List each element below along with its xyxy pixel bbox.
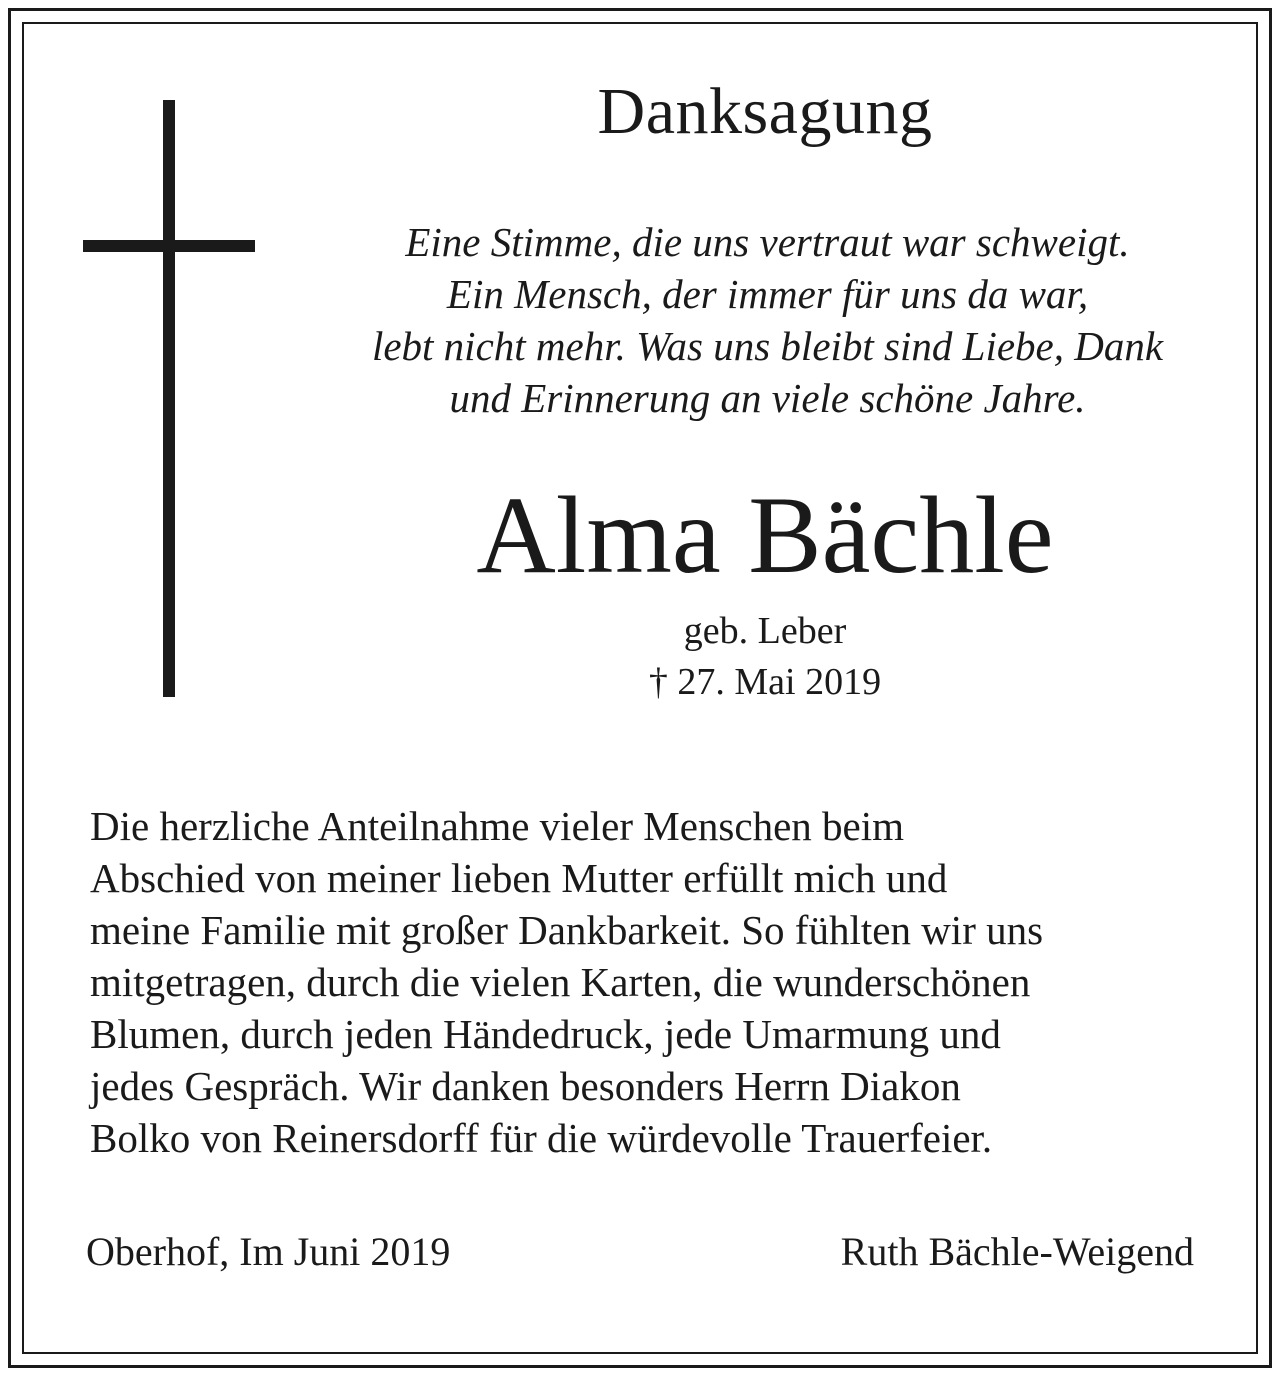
body-line: Abschied von meiner lieben Mutter erfüllt mich und [90,855,948,901]
body-line: Blumen, durch jeden Händedruck, jede Umarmung und [90,1011,1001,1057]
quote-line: Eine Stimme, die uns vertraut war schweigt. [405,219,1130,265]
body-line: mitgetragen, durch die vielen Karten, die wunderschönen [90,959,1031,1005]
body-line: Bolko von Reinersdorff für die würdevolle Trauerfeier. [90,1115,993,1161]
cross-horizontal-bar [83,240,255,252]
thank-you-text [90,800,1250,1164]
notice-heading: Danksagung [597,75,933,148]
body-line: meine Familie mit großer Dankbarkeit. So fühlten wir uns [90,907,1044,953]
deceased-name: Alma Bächle [476,474,1054,596]
quote-line: und Erinnerung an viele schöne Jahre. [449,375,1086,421]
quote-line: lebt nicht mehr. Was uns bleibt sind Liebe, Dank [371,323,1164,369]
cross-vertical-bar [163,100,175,697]
body-line: jedes Gespräch. Wir danken besonders Herrn Diakon [90,1063,961,1109]
birth-name: geb. Leber [683,610,847,652]
body-line: Die herzliche Anteilnahme vieler Menschen beim [90,803,904,849]
place-and-date: Oberhof, Im Juni 2019 [86,1229,451,1274]
memorial-quote [300,216,1235,424]
death-date: † 27. Mai 2019 [648,661,882,703]
signature: Ruth Bächle-Weigend [840,1229,1194,1274]
quote-line: Ein Mensch, der immer für uns da war, [446,271,1089,317]
